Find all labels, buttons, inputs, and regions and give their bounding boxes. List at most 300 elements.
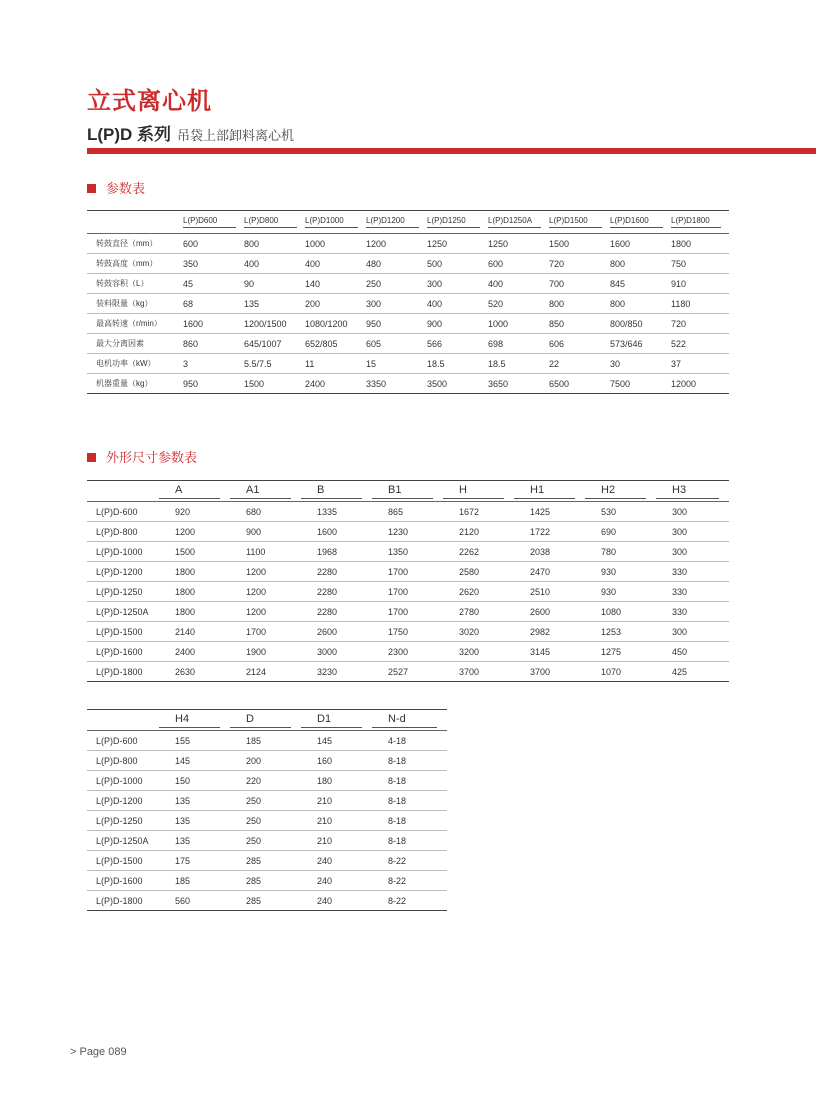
- table-row: [87, 334, 729, 354]
- table-cell: [301, 771, 372, 791]
- table-cell: [183, 354, 244, 374]
- cell-value: 300: [366, 298, 382, 309]
- table-cell: [443, 582, 514, 602]
- row-label: L(P)D-1250A: [87, 602, 159, 622]
- table-cell: [656, 602, 729, 622]
- cell-value: 2600: [530, 606, 551, 617]
- cell-value: 15: [366, 358, 377, 369]
- table-cell: [183, 374, 244, 394]
- table-cell: [230, 751, 301, 771]
- row-label: L(P)D-800: [87, 751, 159, 771]
- column-header: [372, 710, 447, 731]
- column-header-label: A: [159, 484, 220, 499]
- cell-value: 2510: [530, 586, 551, 597]
- dimension-table-1: [87, 480, 729, 682]
- column-header: [427, 211, 488, 234]
- table-cell: [488, 334, 549, 354]
- table-cell: [443, 602, 514, 622]
- cell-value: 1200/1500: [244, 318, 287, 329]
- table-cell: [230, 791, 301, 811]
- cell-value: 250: [246, 835, 262, 846]
- table-cell: [656, 642, 729, 662]
- cell-value: 1080: [601, 606, 622, 617]
- table-cell: [366, 274, 427, 294]
- table-cell: [427, 294, 488, 314]
- cell-value: 1700: [388, 586, 409, 597]
- table-cell: [656, 502, 729, 522]
- cell-value: 3350: [366, 378, 387, 389]
- cell-value: 573/646: [610, 338, 643, 349]
- column-header: [671, 211, 729, 234]
- cell-value: 1200: [246, 586, 267, 597]
- cell-value: 1722: [530, 526, 551, 537]
- table-cell: [183, 234, 244, 254]
- cell-value: 11: [305, 358, 315, 369]
- table-cell: [585, 542, 656, 562]
- cell-value: 950: [183, 378, 199, 389]
- table-cell: [159, 831, 230, 851]
- table-cell: [443, 622, 514, 642]
- table-cell: [443, 502, 514, 522]
- cell-value: 900: [246, 526, 262, 537]
- table-cell: [585, 502, 656, 522]
- column-header-label: L(P)D1000: [305, 216, 358, 228]
- column-header-label: B: [301, 484, 362, 499]
- table-cell: [585, 522, 656, 542]
- column-header-label: L(P)D1500: [549, 216, 602, 228]
- cell-value: 2780: [459, 606, 480, 617]
- cell-value: 175: [175, 855, 191, 866]
- cell-value: 3500: [427, 378, 448, 389]
- table-cell: [159, 751, 230, 771]
- cell-value: 300: [427, 278, 443, 289]
- column-header-label: H: [443, 484, 504, 499]
- table-cell: [372, 542, 443, 562]
- row-label: 机器重量（kg）: [87, 374, 183, 394]
- cell-value: 145: [175, 755, 191, 766]
- table-cell: [305, 254, 366, 274]
- cell-value: 240: [317, 855, 333, 866]
- cell-value: 950: [366, 318, 382, 329]
- cell-value: 210: [317, 815, 333, 826]
- table-cell: [366, 354, 427, 374]
- table-cell: [372, 522, 443, 542]
- cell-value: 160: [317, 755, 333, 766]
- table-cell: [671, 354, 729, 374]
- table-cell: [443, 522, 514, 542]
- table-header-row: [87, 481, 729, 502]
- cell-value: 2124: [246, 666, 267, 677]
- cell-value: 1335: [317, 506, 338, 517]
- cell-value: 8-18: [388, 795, 407, 806]
- cell-value: 720: [671, 318, 687, 329]
- column-header: [159, 481, 230, 502]
- column-header-label: A1: [230, 484, 291, 499]
- row-label: L(P)D-1200: [87, 562, 159, 582]
- header-corner: [87, 710, 159, 731]
- table-cell: [244, 274, 305, 294]
- table-cell: [372, 851, 447, 871]
- table-cell: [372, 662, 443, 682]
- table-cell: [514, 542, 585, 562]
- cell-value: 500: [427, 258, 443, 269]
- cell-value: 1700: [388, 566, 409, 577]
- cell-value: 240: [317, 875, 333, 886]
- table-cell: [610, 334, 671, 354]
- table-cell: [301, 871, 372, 891]
- table-cell: [427, 374, 488, 394]
- cell-value: 200: [246, 755, 262, 766]
- cell-value: 2630: [175, 666, 196, 677]
- table-row: [87, 562, 729, 582]
- table-cell: [159, 851, 230, 871]
- cell-value: 3700: [530, 666, 551, 677]
- dimension-table-2: [87, 709, 447, 911]
- table-cell: [372, 751, 447, 771]
- row-label: L(P)D-1800: [87, 891, 159, 911]
- table-cell: [372, 771, 447, 791]
- column-header: [549, 211, 610, 234]
- column-header-label: H1: [514, 484, 575, 499]
- table-cell: [488, 234, 549, 254]
- table-cell: [183, 314, 244, 334]
- table-cell: [671, 254, 729, 274]
- table-row: [87, 254, 729, 274]
- table-cell: [671, 374, 729, 394]
- table-cell: [244, 314, 305, 334]
- cell-value: 920: [175, 506, 191, 517]
- table-cell: [159, 791, 230, 811]
- table-row: [87, 831, 447, 851]
- table-cell: [183, 334, 244, 354]
- cell-value: 350: [183, 258, 199, 269]
- column-header: [230, 710, 301, 731]
- table-cell: [372, 791, 447, 811]
- row-label: L(P)D-1200: [87, 791, 159, 811]
- table-cell: [372, 622, 443, 642]
- table-row: [87, 294, 729, 314]
- table-cell: [230, 891, 301, 911]
- table-cell: [427, 334, 488, 354]
- cell-value: 652/805: [305, 338, 338, 349]
- cell-value: 606: [549, 338, 565, 349]
- cell-value: 8-18: [388, 775, 407, 786]
- row-label: L(P)D-600: [87, 731, 159, 751]
- cell-value: 285: [246, 895, 262, 906]
- table-cell: [301, 891, 372, 911]
- cell-value: 8-18: [388, 755, 407, 766]
- table-row: [87, 662, 729, 682]
- table-cell: [244, 334, 305, 354]
- cell-value: 1500: [175, 546, 196, 557]
- cell-value: 1250: [427, 238, 448, 249]
- cell-value: 800/850: [610, 318, 643, 329]
- column-header-label: H2: [585, 484, 646, 499]
- table-cell: [372, 811, 447, 831]
- table-cell: [427, 254, 488, 274]
- column-header: [183, 211, 244, 234]
- cell-value: 3650: [488, 378, 509, 389]
- cell-value: 2527: [388, 666, 409, 677]
- page-number: > Page 089: [70, 1046, 127, 1058]
- cell-value: 8-22: [388, 875, 407, 886]
- table-cell: [656, 562, 729, 582]
- cell-value: 8-18: [388, 815, 407, 826]
- table-cell: [514, 562, 585, 582]
- table-cell: [230, 851, 301, 871]
- cell-value: 210: [317, 795, 333, 806]
- table-cell: [159, 562, 230, 582]
- cell-value: 800: [549, 298, 565, 309]
- table-cell: [159, 602, 230, 622]
- cell-value: 860: [183, 338, 199, 349]
- cell-value: 6500: [549, 378, 570, 389]
- cell-value: 3145: [530, 646, 551, 657]
- row-label: 装料限量（kg）: [87, 294, 183, 314]
- cell-value: 1700: [388, 606, 409, 617]
- table-cell: [159, 871, 230, 891]
- table-cell: [230, 811, 301, 831]
- series-description: 吊袋上部卸料离心机: [177, 128, 295, 143]
- cell-value: 185: [175, 875, 191, 886]
- cell-value: 1700: [246, 626, 267, 637]
- table-row: [87, 642, 729, 662]
- row-label: L(P)D-1600: [87, 871, 159, 891]
- table-row: [87, 811, 447, 831]
- table-cell: [656, 662, 729, 682]
- cell-value: 865: [388, 506, 404, 517]
- cell-value: 1230: [388, 526, 409, 537]
- cell-value: 1500: [549, 238, 570, 249]
- table-cell: [305, 374, 366, 394]
- table-cell: [585, 562, 656, 582]
- cell-value: 4-18: [388, 735, 407, 746]
- table-cell: [301, 522, 372, 542]
- table-cell: [244, 234, 305, 254]
- table-cell: [549, 374, 610, 394]
- row-label: 最高转速（r/min）: [87, 314, 183, 334]
- cell-value: 400: [244, 258, 260, 269]
- cell-value: 2620: [459, 586, 480, 597]
- table-cell: [244, 374, 305, 394]
- table-cell: [514, 622, 585, 642]
- cell-value: 900: [427, 318, 443, 329]
- table-cell: [372, 642, 443, 662]
- table-cell: [549, 254, 610, 274]
- table-cell: [656, 622, 729, 642]
- header-corner: [87, 481, 159, 502]
- table-cell: [301, 791, 372, 811]
- table-cell: [488, 274, 549, 294]
- cell-value: 1350: [388, 546, 409, 557]
- table-cell: [159, 642, 230, 662]
- table-cell: [671, 334, 729, 354]
- table-cell: [230, 502, 301, 522]
- table-cell: [366, 254, 427, 274]
- row-label: L(P)D-1000: [87, 542, 159, 562]
- section-heading-dimensions: [87, 447, 197, 466]
- column-header: [610, 211, 671, 234]
- cell-value: 530: [601, 506, 617, 517]
- table-cell: [610, 374, 671, 394]
- cell-value: 150: [175, 775, 191, 786]
- table-cell: [301, 622, 372, 642]
- table-cell: [514, 522, 585, 542]
- cell-value: 930: [601, 586, 617, 597]
- cell-value: 566: [427, 338, 443, 349]
- cell-value: 425: [672, 666, 688, 677]
- table-cell: [301, 851, 372, 871]
- table-cell: [372, 502, 443, 522]
- cell-value: 18.5: [427, 358, 445, 369]
- table-row: [87, 851, 447, 871]
- cell-value: 1275: [601, 646, 622, 657]
- cell-value: 3: [183, 358, 189, 369]
- table-cell: [514, 642, 585, 662]
- subtitle: [87, 120, 294, 145]
- cell-value: 800: [610, 298, 626, 309]
- column-header: [514, 481, 585, 502]
- row-label: L(P)D-800: [87, 522, 159, 542]
- table-cell: [610, 294, 671, 314]
- table-cell: [549, 234, 610, 254]
- row-label: L(P)D-1000: [87, 771, 159, 791]
- row-label: L(P)D-1500: [87, 851, 159, 871]
- table-cell: [301, 831, 372, 851]
- cell-value: 1800: [175, 586, 196, 597]
- table-cell: [230, 662, 301, 682]
- table-cell: [610, 354, 671, 374]
- column-header: [443, 481, 514, 502]
- table-cell: [244, 254, 305, 274]
- table-row: [87, 234, 729, 254]
- cell-value: 700: [549, 278, 565, 289]
- cell-value: 2120: [459, 526, 480, 537]
- cell-value: 250: [366, 278, 382, 289]
- cell-value: 1800: [671, 238, 692, 249]
- table-cell: [610, 254, 671, 274]
- table-row: [87, 582, 729, 602]
- cell-value: 140: [305, 278, 321, 289]
- cell-value: 1250: [488, 238, 509, 249]
- cell-value: 5.5/7.5: [244, 358, 272, 369]
- column-header-label: L(P)D1250: [427, 216, 480, 228]
- column-header-label: H4: [159, 713, 220, 728]
- table-cell: [230, 831, 301, 851]
- row-label: L(P)D-1600: [87, 642, 159, 662]
- cell-value: 1200: [366, 238, 387, 249]
- cell-value: 300: [672, 506, 688, 517]
- table-cell: [159, 811, 230, 831]
- cell-value: 330: [672, 566, 688, 577]
- table-cell: [585, 602, 656, 622]
- column-header: [301, 481, 372, 502]
- cell-value: 1080/1200: [305, 318, 348, 329]
- row-label: 转鼓容积（L）: [87, 274, 183, 294]
- cell-value: 800: [244, 238, 260, 249]
- table-cell: [230, 622, 301, 642]
- table-cell: [305, 354, 366, 374]
- table-cell: [230, 642, 301, 662]
- table-cell: [488, 314, 549, 334]
- section-heading-params: [87, 178, 145, 197]
- section-heading-label: 外形尺寸参数表: [106, 450, 198, 465]
- row-label: 最大分离因素: [87, 334, 183, 354]
- table-cell: [301, 542, 372, 562]
- table-cell: [159, 622, 230, 642]
- cell-value: 2280: [317, 606, 338, 617]
- cell-value: 2982: [530, 626, 551, 637]
- table-header-row: [87, 710, 447, 731]
- square-bullet-icon: [87, 184, 96, 193]
- cell-value: 90: [244, 278, 255, 289]
- table-cell: [427, 314, 488, 334]
- cell-value: 1200: [246, 606, 267, 617]
- cell-value: 1000: [488, 318, 509, 329]
- cell-value: 22: [549, 358, 560, 369]
- table-cell: [443, 662, 514, 682]
- cell-value: 330: [672, 586, 688, 597]
- cell-value: 2280: [317, 566, 338, 577]
- column-header-label: D1: [301, 713, 362, 728]
- cell-value: 720: [549, 258, 565, 269]
- cell-value: 2262: [459, 546, 480, 557]
- cell-value: 800: [610, 258, 626, 269]
- table-cell: [427, 354, 488, 374]
- table-cell: [514, 502, 585, 522]
- table-row: [87, 751, 447, 771]
- table-cell: [159, 582, 230, 602]
- cell-value: 2400: [305, 378, 326, 389]
- series-name: L(P)D 系列: [87, 125, 172, 144]
- table-row: [87, 731, 447, 751]
- cell-value: 1180: [671, 298, 691, 309]
- cell-value: 1500: [244, 378, 265, 389]
- table-row: [87, 522, 729, 542]
- table-row: [87, 771, 447, 791]
- cell-value: 1600: [317, 526, 338, 537]
- cell-value: 8-18: [388, 835, 407, 846]
- table-cell: [372, 582, 443, 602]
- cell-value: 18.5: [488, 358, 506, 369]
- table-cell: [305, 294, 366, 314]
- column-header-label: L(P)D800: [244, 216, 297, 228]
- cell-value: 400: [305, 258, 321, 269]
- cell-value: 210: [317, 835, 333, 846]
- column-header-label: L(P)D1800: [671, 216, 721, 228]
- cell-value: 522: [671, 338, 687, 349]
- cell-value: 480: [366, 258, 382, 269]
- table-cell: [301, 811, 372, 831]
- table-row: [87, 871, 447, 891]
- cell-value: 2600: [317, 626, 338, 637]
- cell-value: 520: [488, 298, 504, 309]
- header-divider: [87, 148, 816, 154]
- table-row: [87, 274, 729, 294]
- cell-value: 1600: [610, 238, 631, 249]
- table-cell: [671, 274, 729, 294]
- table-cell: [610, 314, 671, 334]
- table-cell: [443, 542, 514, 562]
- table-cell: [301, 502, 372, 522]
- cell-value: 240: [317, 895, 333, 906]
- table-cell: [159, 731, 230, 751]
- cell-value: 2580: [459, 566, 480, 577]
- cell-value: 850: [549, 318, 565, 329]
- column-header: [366, 211, 427, 234]
- page-title: 立式离心机: [87, 88, 212, 115]
- cell-value: 68: [183, 298, 194, 309]
